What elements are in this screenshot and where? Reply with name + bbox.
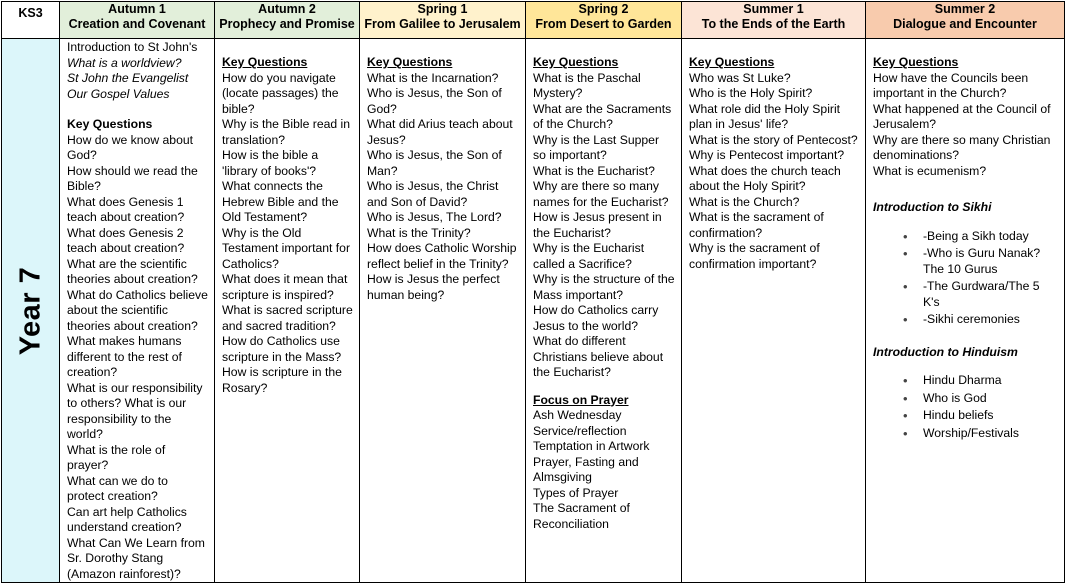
question: What do different Christians believe about the Eucharist? — [533, 334, 664, 379]
key-questions-heading: Key Questions — [67, 117, 153, 131]
list-item: • Hindu beliefs — [903, 408, 1058, 424]
year-cell — [2, 39, 60, 583]
question: What Can We Learn from Sr. Dorothy Stang (Amazon rainforest)? — [67, 535, 205, 581]
topic-label: Prophecy and Promise — [219, 17, 355, 31]
term-label: Summer 2 — [934, 2, 996, 16]
question: What are the Sacraments of the Church? — [533, 101, 672, 131]
curriculum-table — [1, 1, 1065, 583]
list-item: • Who is God — [903, 391, 1058, 407]
topic-label: Creation and Covenant — [68, 17, 206, 31]
question: How does Catholic Worship reflect belief in the Trinity? — [367, 241, 517, 271]
topic-label: Dialogue and Encounter — [893, 17, 1037, 31]
sikhi-heading: Introduction to Sikhi — [873, 200, 992, 214]
year-label: Year 7 — [14, 266, 46, 355]
question: What is sacred scripture and sacred tradition? — [222, 303, 353, 333]
question: What is the story of Pentecost? — [689, 132, 858, 147]
question: Why is the structure of the Mass important? — [533, 272, 675, 302]
prayer-heading: Focus on Prayer — [533, 392, 629, 407]
ks3-label: KS3 — [2, 2, 60, 39]
list-item: • -Sikhi ceremonies — [903, 312, 1058, 328]
summer-2-content — [866, 39, 1065, 583]
intro-item: St John the Evangelist — [67, 71, 189, 85]
question: What is the Church? — [689, 194, 800, 209]
term-label: Autumn 2 — [258, 2, 316, 16]
question: Why are there so many names for the Eucharist? — [533, 179, 669, 209]
spring-2-content — [526, 39, 682, 583]
header-autumn-1 — [60, 2, 215, 39]
key-questions-heading: Key Questions — [222, 55, 308, 69]
prayer-item: The Sacrament of Reconciliation — [533, 501, 630, 531]
sikhi-list — [873, 229, 1058, 328]
key-questions-heading: Key Questions — [689, 55, 775, 69]
question: How do Catholics carry Jesus to the world? — [533, 303, 659, 333]
term-label: Autumn 1 — [108, 2, 166, 16]
question: What connects the Hebrew Bible and the Old Testament? — [222, 179, 339, 224]
question: How have the Councils been important in the Church? — [873, 70, 1029, 100]
hinduism-heading: Introduction to Hinduism — [873, 344, 1018, 359]
question: How is the bible a 'library of books'? — [222, 148, 319, 178]
hinduism-list — [873, 373, 1058, 441]
header-autumn-2 — [215, 2, 360, 39]
spring-1-content — [360, 39, 526, 583]
intro-item: Our Gospel Values — [67, 86, 170, 101]
question: Who is Jesus, the Christ and Son of David? — [367, 179, 499, 209]
question: What role did the Holy Spirit plan in Jesus' life? — [689, 101, 841, 131]
question: Why is the Last Supper so important? — [533, 132, 659, 162]
summer-1-content — [682, 39, 866, 583]
question: Why are there so many Christian denominations? — [873, 132, 1051, 162]
key-questions-heading: Key Questions — [873, 55, 959, 69]
year-7-row — [2, 39, 1065, 583]
question: How do we know about God? — [67, 132, 194, 162]
prayer-item: Types of Prayer — [533, 485, 619, 500]
question: Why is Pentecost important? — [689, 148, 845, 162]
question: What is the Trinity? — [367, 225, 471, 240]
list-item: • -Being a Sikh today — [903, 229, 1058, 245]
question: Who was St Luke? — [689, 70, 791, 85]
question: What is the Eucharist? — [533, 163, 655, 178]
question: How do you navigate (locate passages) the bible? — [222, 70, 339, 116]
question: What is our responsibility to others? What is our responsibility to the world? — [67, 380, 203, 441]
key-questions-heading: Key Questions — [533, 55, 619, 69]
header-summer-1 — [682, 2, 866, 39]
key-questions-heading: Key Questions — [367, 55, 453, 69]
intro-item: What is a worldview? — [67, 55, 182, 70]
question: What is the sacrament of confirmation? — [689, 210, 824, 240]
prayer-item: Ash Wednesday Service/reflection — [533, 408, 627, 438]
question: What makes humans different to the rest of creation? — [67, 334, 182, 379]
question: Who is the Holy Spirit? — [689, 86, 813, 100]
question: What does it mean that scripture is inspired? — [222, 272, 348, 302]
question: Who is Jesus, the Son of God? — [367, 86, 502, 116]
question: Who is Jesus, The Lord? — [367, 210, 502, 224]
question: What does the church teach about the Holy Spirit? — [689, 163, 841, 193]
header-spring-2 — [526, 2, 682, 39]
question: How is Jesus present in the Eucharist? — [533, 210, 662, 240]
term-label: Spring 2 — [578, 2, 629, 16]
question: How should we read the Bible? — [67, 163, 198, 193]
question: Why is the Old Testament important for Catholics? — [222, 225, 351, 271]
question: What is the role of prayer? — [67, 442, 166, 472]
autumn-1-content — [60, 39, 215, 583]
question: What do Catholics believe about the scientific theories about creation? — [67, 287, 208, 333]
question: What did Arius teach about Jesus? — [367, 117, 513, 147]
topic-label: From Galilee to Jerusalem — [364, 17, 521, 31]
list-item: • -Who is Guru Nanak? The 10 Gurus — [903, 246, 1058, 277]
list-item: • -The Gurdwara/The 5 K's — [903, 279, 1058, 310]
prayer-item: Temptation in Artwork — [533, 439, 650, 453]
topic-label: To the Ends of the Earth — [701, 17, 846, 31]
list-item: • Worship/Festivals — [903, 426, 1058, 442]
intro-heading: Introduction to St John's — [67, 40, 198, 54]
header-row — [2, 2, 1065, 39]
term-label: Spring 1 — [417, 2, 468, 16]
prayer-item: Prayer, Fasting and Almsgiving — [533, 454, 639, 484]
question: Can art help Catholics understand creation? — [67, 504, 187, 534]
question: How is scripture in the Rosary? — [222, 365, 342, 395]
header-spring-1 — [360, 2, 526, 39]
question: What is the Paschal Mystery? — [533, 70, 641, 100]
question: Who is Jesus, the Son of Man? — [367, 148, 502, 178]
question: Why is the Eucharist called a Sacrifice? — [533, 241, 645, 271]
list-item: • Hindu Dharma — [903, 373, 1058, 389]
question: How do Catholics use scripture in the Mass? — [222, 334, 342, 364]
question: What is the Incarnation? — [367, 70, 499, 85]
question: Why is the sacrament of confirmation important? — [689, 241, 820, 271]
question: What is ecumenism? — [873, 163, 987, 178]
question: What does Genesis 2 teach about creation? What are the scientific theories about creation? — [67, 225, 198, 286]
topic-label: From Desert to Garden — [535, 17, 672, 31]
question: What can we do to protect creation? — [67, 473, 168, 503]
term-label: Summer 1 — [743, 2, 804, 16]
header-summer-2 — [866, 2, 1065, 39]
question: Why is the Bible read in translation? — [222, 117, 351, 147]
question: How is Jesus the perfect human being? — [367, 272, 500, 302]
question: What happened at the Council of Jerusalem? — [873, 101, 1051, 131]
autumn-2-content — [215, 39, 360, 583]
question: What does Genesis 1 teach about creation? — [67, 194, 185, 224]
